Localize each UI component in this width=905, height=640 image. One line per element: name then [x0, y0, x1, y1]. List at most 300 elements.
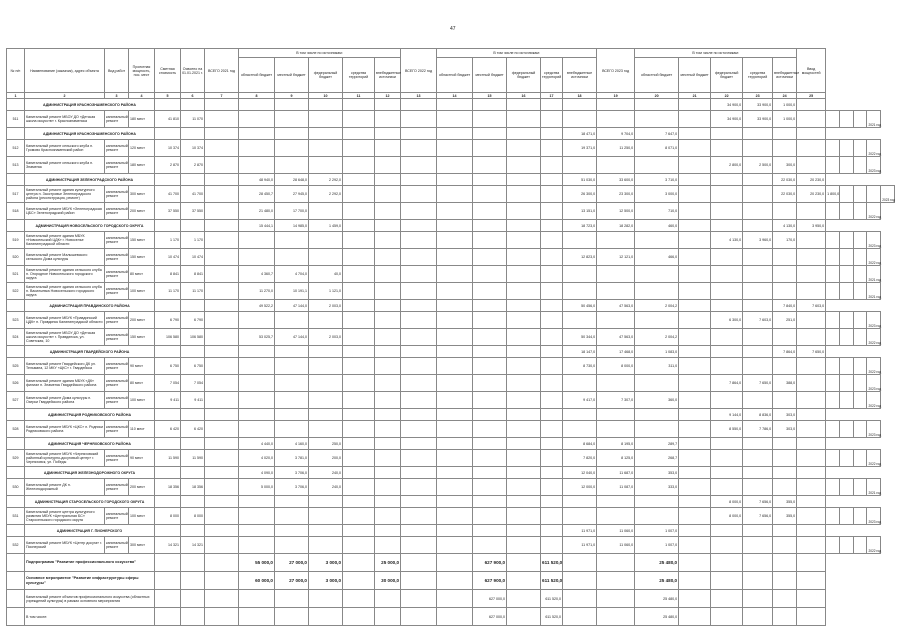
- value-cell: 3 000,0: [635, 186, 679, 203]
- section-name: АДМИНИСТРАЦИЯ ГВАРДЕЙСКОГО РАЙОНА: [25, 346, 155, 358]
- value-cell: [679, 157, 711, 174]
- value-cell: [155, 409, 181, 421]
- value-cell: 22 030,0: [773, 174, 797, 186]
- value-cell: [541, 392, 563, 409]
- value-cell: 18 147,0: [563, 346, 597, 358]
- value-cell: [839, 283, 853, 300]
- value-cell: [343, 358, 375, 375]
- value-cell: [401, 283, 437, 300]
- value-cell: [375, 438, 401, 450]
- value-cell: 1 121,0: [309, 283, 343, 300]
- row-number: 529: [7, 450, 25, 467]
- value-cell: [309, 508, 343, 525]
- header-name: Наименование (заказчик), адрес объекта: [25, 49, 105, 93]
- value-cell: [711, 554, 743, 572]
- value-cell: [711, 525, 743, 537]
- value-cell: 12 040,0: [563, 467, 597, 479]
- value-cell: [679, 329, 711, 346]
- column-index-cell: 15: [473, 93, 507, 99]
- value-cell: [635, 157, 679, 174]
- value-cell: 11 270,0: [239, 283, 275, 300]
- value-cell: [541, 99, 563, 111]
- value-cell: [181, 99, 205, 111]
- value-cell: [679, 232, 711, 249]
- value-cell: [205, 467, 239, 479]
- value-cell: [239, 140, 275, 157]
- commissioning-year: 2022 год: [867, 140, 881, 157]
- value-cell: [473, 409, 507, 421]
- work-type: капитальный ремонт: [105, 508, 129, 525]
- value-cell: [541, 358, 563, 375]
- value-cell: [401, 467, 437, 479]
- value-cell: [507, 438, 541, 450]
- value-cell: [437, 111, 473, 128]
- value-cell: [437, 140, 473, 157]
- work-type: капитальный ремонт: [105, 479, 129, 496]
- value-cell: [343, 266, 375, 283]
- value-cell: 8 000,0: [597, 358, 635, 375]
- value-cell: [181, 496, 205, 508]
- value-cell: [343, 346, 375, 358]
- work-type: капитальный ремонт: [105, 283, 129, 300]
- value-cell: [205, 438, 239, 450]
- table-row: [7, 203, 895, 220]
- value-cell: [711, 479, 743, 496]
- row-number: [7, 496, 25, 508]
- value-cell: [797, 99, 826, 111]
- capacity: 180 мест: [129, 111, 155, 128]
- value-cell: [205, 312, 239, 329]
- value-cell: 11 590: [181, 450, 205, 467]
- value-cell: 47 563,0: [597, 329, 635, 346]
- value-cell: [437, 128, 473, 140]
- value-cell: [343, 157, 375, 174]
- commissioning-year: 2021 год: [867, 111, 881, 128]
- value-cell: [343, 572, 375, 590]
- value-cell: 7 656,0: [743, 508, 773, 525]
- value-cell: [401, 392, 437, 409]
- value-cell: [205, 174, 239, 186]
- value-cell: 10 191,1: [275, 283, 309, 300]
- column-index-cell: 1: [7, 93, 25, 99]
- header-extra: Ввод мощностей: [797, 49, 826, 93]
- value-cell: [679, 346, 711, 358]
- value-cell: 7 786,0: [743, 421, 773, 438]
- value-cell: [437, 220, 473, 232]
- row-number: [7, 608, 25, 626]
- value-cell: [541, 157, 563, 174]
- value-cell: [205, 266, 239, 283]
- value-cell: [205, 111, 239, 128]
- column-index-cell: 16: [507, 93, 541, 99]
- value-cell: [473, 249, 507, 266]
- value-cell: [826, 537, 840, 554]
- value-cell: [155, 220, 181, 232]
- value-cell: [205, 479, 239, 496]
- value-cell: [473, 358, 507, 375]
- value-cell: [155, 99, 181, 111]
- row-number: 513: [7, 157, 25, 174]
- value-cell: [679, 283, 711, 300]
- value-cell: [343, 608, 375, 626]
- value-cell: [375, 300, 401, 312]
- value-cell: [343, 203, 375, 220]
- value-cell: 2 870: [181, 157, 205, 174]
- value-cell: 11 170: [181, 283, 205, 300]
- value-cell: [679, 312, 711, 329]
- value-cell: [275, 608, 309, 626]
- value-cell: 26 300,0: [563, 186, 597, 203]
- value-cell: [155, 590, 181, 608]
- value-cell: [797, 537, 826, 554]
- column-index-cell: 23: [743, 93, 773, 99]
- value-cell: [205, 157, 239, 174]
- value-cell: [275, 358, 309, 375]
- value-cell: 55 000,0: [239, 554, 275, 572]
- value-cell: [541, 128, 563, 140]
- table-body: [7, 99, 895, 626]
- value-cell: [309, 232, 343, 249]
- value-cell: [826, 157, 840, 174]
- value-cell: [597, 232, 635, 249]
- section-name: Подпрограмма "Развитие профессионального искусства": [25, 554, 155, 572]
- object-name: Капитальный ремонт МБУК «Черняховский районный культурно-досуговый центр» г. Черняховск, ул. Победы: [25, 450, 105, 467]
- table-row: [7, 537, 895, 554]
- value-cell: [473, 300, 507, 312]
- value-cell: [563, 232, 597, 249]
- value-cell: [797, 590, 826, 608]
- value-cell: [181, 346, 205, 358]
- value-cell: [473, 537, 507, 554]
- value-cell: [839, 450, 853, 467]
- value-cell: [797, 554, 826, 572]
- value-cell: 13 151,0: [563, 203, 597, 220]
- value-cell: [507, 174, 541, 186]
- value-cell: [853, 283, 867, 300]
- value-cell: [473, 232, 507, 249]
- column-index-cell: 25: [797, 93, 826, 99]
- value-cell: [507, 375, 541, 392]
- value-cell: [711, 608, 743, 626]
- value-cell: [473, 283, 507, 300]
- work-type: капитальный ремонт: [105, 375, 129, 392]
- section-name: АДМИНИСТРАЦИЯ ЗЕЛЕНОГРАДСКОГО РАЙОНА: [25, 174, 155, 186]
- value-cell: [541, 266, 563, 283]
- value-cell: [343, 421, 375, 438]
- value-cell: 48 940,0: [239, 174, 275, 186]
- value-cell: [473, 346, 507, 358]
- value-cell: [597, 590, 635, 608]
- capacity: 300 мест: [129, 186, 155, 203]
- value-cell: [541, 375, 563, 392]
- capacity: 200 мест: [129, 479, 155, 496]
- value-cell: 1 000,0: [773, 111, 797, 128]
- column-index-cell: 22: [711, 93, 743, 99]
- value-cell: 12 500,0: [597, 203, 635, 220]
- value-cell: [541, 329, 563, 346]
- value-cell: [309, 590, 343, 608]
- value-cell: 1 459,0: [309, 220, 343, 232]
- value-cell: [437, 312, 473, 329]
- work-type: капитальный ремонт: [105, 249, 129, 266]
- value-cell: 4 020,0: [239, 450, 275, 467]
- value-cell: [309, 537, 343, 554]
- value-cell: [343, 283, 375, 300]
- value-cell: [797, 438, 826, 450]
- value-cell: 14 985,0: [275, 220, 309, 232]
- section-row: [7, 128, 895, 140]
- section-row: [7, 409, 895, 421]
- value-cell: [437, 450, 473, 467]
- value-cell: [239, 409, 275, 421]
- value-cell: [275, 99, 309, 111]
- value-cell: [711, 203, 743, 220]
- value-cell: [205, 283, 239, 300]
- value-cell: [473, 203, 507, 220]
- value-cell: 8 730,0: [563, 358, 597, 375]
- header-src: средства территорий: [541, 58, 563, 93]
- value-cell: [375, 450, 401, 467]
- column-index-cell: 2: [25, 93, 105, 99]
- value-cell: [343, 312, 375, 329]
- value-cell: [239, 590, 275, 608]
- column-index-cell: 21: [679, 93, 711, 99]
- value-cell: [826, 329, 840, 346]
- column-index-cell: 9: [275, 93, 309, 99]
- commissioning-year: 2021 год: [867, 283, 881, 300]
- value-cell: [375, 232, 401, 249]
- capacity: 90 мест: [129, 358, 155, 375]
- value-cell: 25 480,0: [635, 608, 679, 626]
- row-number: [7, 346, 25, 358]
- value-cell: 7 820,0: [563, 450, 597, 467]
- value-cell: [563, 157, 597, 174]
- value-cell: [743, 140, 773, 157]
- value-cell: [797, 450, 826, 467]
- table-row: [7, 283, 895, 300]
- value-cell: [853, 203, 867, 220]
- value-cell: [473, 266, 507, 283]
- value-cell: [309, 496, 343, 508]
- section-row: [7, 220, 895, 232]
- value-cell: [401, 111, 437, 128]
- value-cell: [839, 329, 853, 346]
- value-cell: [239, 508, 275, 525]
- table-row: [7, 140, 895, 157]
- value-cell: [541, 300, 563, 312]
- value-cell: [437, 249, 473, 266]
- table-row: [7, 249, 895, 266]
- value-cell: [205, 590, 239, 608]
- value-cell: [743, 537, 773, 554]
- value-cell: 7 603,0: [743, 312, 773, 329]
- value-cell: [309, 375, 343, 392]
- value-cell: [275, 508, 309, 525]
- object-name: Капитальный ремонт ДК п. Железнодорожный: [25, 479, 105, 496]
- value-cell: 41 700: [181, 186, 205, 203]
- value-cell: 300,0: [773, 157, 797, 174]
- value-cell: 17 468,0: [597, 346, 635, 358]
- value-cell: [797, 312, 826, 329]
- value-cell: [343, 232, 375, 249]
- value-cell: [155, 128, 181, 140]
- value-cell: 25 480,0: [635, 554, 679, 572]
- value-cell: 200,0: [309, 450, 343, 467]
- value-cell: 460,0: [635, 220, 679, 232]
- value-cell: [375, 608, 401, 626]
- value-cell: [205, 220, 239, 232]
- header-total-2023: ВСЕГО 2023 год: [597, 49, 635, 93]
- commissioning-year: 2023 год: [867, 508, 881, 525]
- value-cell: [343, 554, 375, 572]
- value-cell: 10 474: [181, 249, 205, 266]
- value-cell: 33 900,0: [743, 99, 773, 111]
- value-cell: 15 444,1: [239, 220, 275, 232]
- value-cell: [343, 438, 375, 450]
- value-cell: [743, 266, 773, 283]
- value-cell: [375, 157, 401, 174]
- object-name: Капитальный ремонт сельского клуба п. Знаменск: [25, 157, 105, 174]
- value-cell: [711, 358, 743, 375]
- value-cell: [239, 111, 275, 128]
- value-cell: [473, 99, 507, 111]
- value-cell: [826, 283, 840, 300]
- value-cell: [773, 450, 797, 467]
- capacity: 120 мест: [129, 140, 155, 157]
- header-src: внебюджетные источники: [563, 58, 597, 93]
- value-cell: [473, 111, 507, 128]
- value-cell: [597, 421, 635, 438]
- value-cell: [507, 450, 541, 467]
- value-cell: [541, 346, 563, 358]
- value-cell: 4 440,0: [239, 438, 275, 450]
- value-cell: [773, 608, 797, 626]
- value-cell: 1 170: [155, 232, 181, 249]
- value-cell: 41 810: [155, 111, 181, 128]
- value-cell: 6 420: [155, 421, 181, 438]
- value-cell: [155, 346, 181, 358]
- header-src: местный бюджет: [679, 58, 711, 93]
- commissioning-year: 2022 год: [867, 392, 881, 409]
- capacity: 200 мест: [129, 312, 155, 329]
- row-number: [7, 220, 25, 232]
- value-cell: [507, 266, 541, 283]
- value-cell: 20 230,0: [797, 186, 826, 203]
- value-cell: [437, 572, 473, 590]
- value-cell: [839, 358, 853, 375]
- section-row: [7, 300, 895, 312]
- value-cell: [597, 608, 635, 626]
- value-cell: [507, 99, 541, 111]
- table-row: [7, 266, 895, 283]
- section-name: АДМИНИСТРАЦИЯ ПРАВДИНСКОГО РАЙОНА: [25, 300, 155, 312]
- value-cell: [773, 525, 797, 537]
- value-cell: 4 704,0: [275, 266, 309, 283]
- value-cell: [239, 525, 275, 537]
- value-cell: [563, 608, 597, 626]
- value-cell: [437, 554, 473, 572]
- value-cell: [541, 438, 563, 450]
- value-cell: 303,0: [773, 421, 797, 438]
- value-cell: [437, 157, 473, 174]
- value-cell: [401, 157, 437, 174]
- work-type: капитальный ремонт: [105, 203, 129, 220]
- value-cell: [375, 467, 401, 479]
- value-cell: [343, 467, 375, 479]
- value-cell: [797, 467, 826, 479]
- header-row-top: [7, 49, 895, 58]
- table-row: [7, 450, 895, 467]
- value-cell: [343, 409, 375, 421]
- value-cell: [205, 508, 239, 525]
- value-cell: [343, 300, 375, 312]
- value-cell: [853, 479, 867, 496]
- value-cell: [437, 283, 473, 300]
- work-type: капитальный ремонт: [105, 537, 129, 554]
- value-cell: [205, 140, 239, 157]
- value-cell: [507, 554, 541, 572]
- value-cell: 333,0: [635, 479, 679, 496]
- value-cell: [507, 358, 541, 375]
- value-cell: 10 474: [155, 249, 181, 266]
- value-cell: 14 321: [155, 537, 181, 554]
- value-cell: 8 684,0: [563, 438, 597, 450]
- value-cell: [563, 111, 597, 128]
- value-cell: [563, 312, 597, 329]
- value-cell: [507, 409, 541, 421]
- value-cell: 8 841: [181, 266, 205, 283]
- value-cell: [401, 479, 437, 496]
- value-cell: [181, 467, 205, 479]
- value-cell: [473, 329, 507, 346]
- value-cell: [711, 572, 743, 590]
- value-cell: [563, 554, 597, 572]
- value-cell: [437, 392, 473, 409]
- value-cell: 11 590: [155, 450, 181, 467]
- value-cell: [401, 186, 437, 203]
- value-cell: 2 292,0: [309, 186, 343, 203]
- value-cell: [853, 375, 867, 392]
- value-cell: [711, 392, 743, 409]
- value-cell: [679, 266, 711, 283]
- value-cell: [773, 266, 797, 283]
- value-cell: [797, 392, 826, 409]
- value-cell: 27 945,0: [275, 186, 309, 203]
- value-cell: 466,0: [635, 249, 679, 266]
- value-cell: [437, 496, 473, 508]
- value-cell: 50 456,0: [563, 300, 597, 312]
- value-cell: [839, 479, 853, 496]
- value-cell: [343, 496, 375, 508]
- capacity: 90 мест: [129, 450, 155, 467]
- value-cell: [839, 508, 853, 525]
- work-type: капитальный ремонт: [105, 450, 129, 467]
- value-cell: [343, 450, 375, 467]
- value-cell: [826, 358, 840, 375]
- value-cell: [711, 266, 743, 283]
- value-cell: [773, 140, 797, 157]
- value-cell: 7 864,0: [773, 346, 797, 358]
- value-cell: [309, 409, 343, 421]
- value-cell: 17 700,0: [275, 203, 309, 220]
- header-done: Освоено на 01.01.2021 г.: [181, 49, 205, 93]
- value-cell: [205, 249, 239, 266]
- value-cell: [853, 266, 867, 283]
- value-cell: [205, 203, 239, 220]
- value-cell: [507, 312, 541, 329]
- commissioning-year: 2022 год: [867, 358, 881, 375]
- value-cell: 388,0: [773, 375, 797, 392]
